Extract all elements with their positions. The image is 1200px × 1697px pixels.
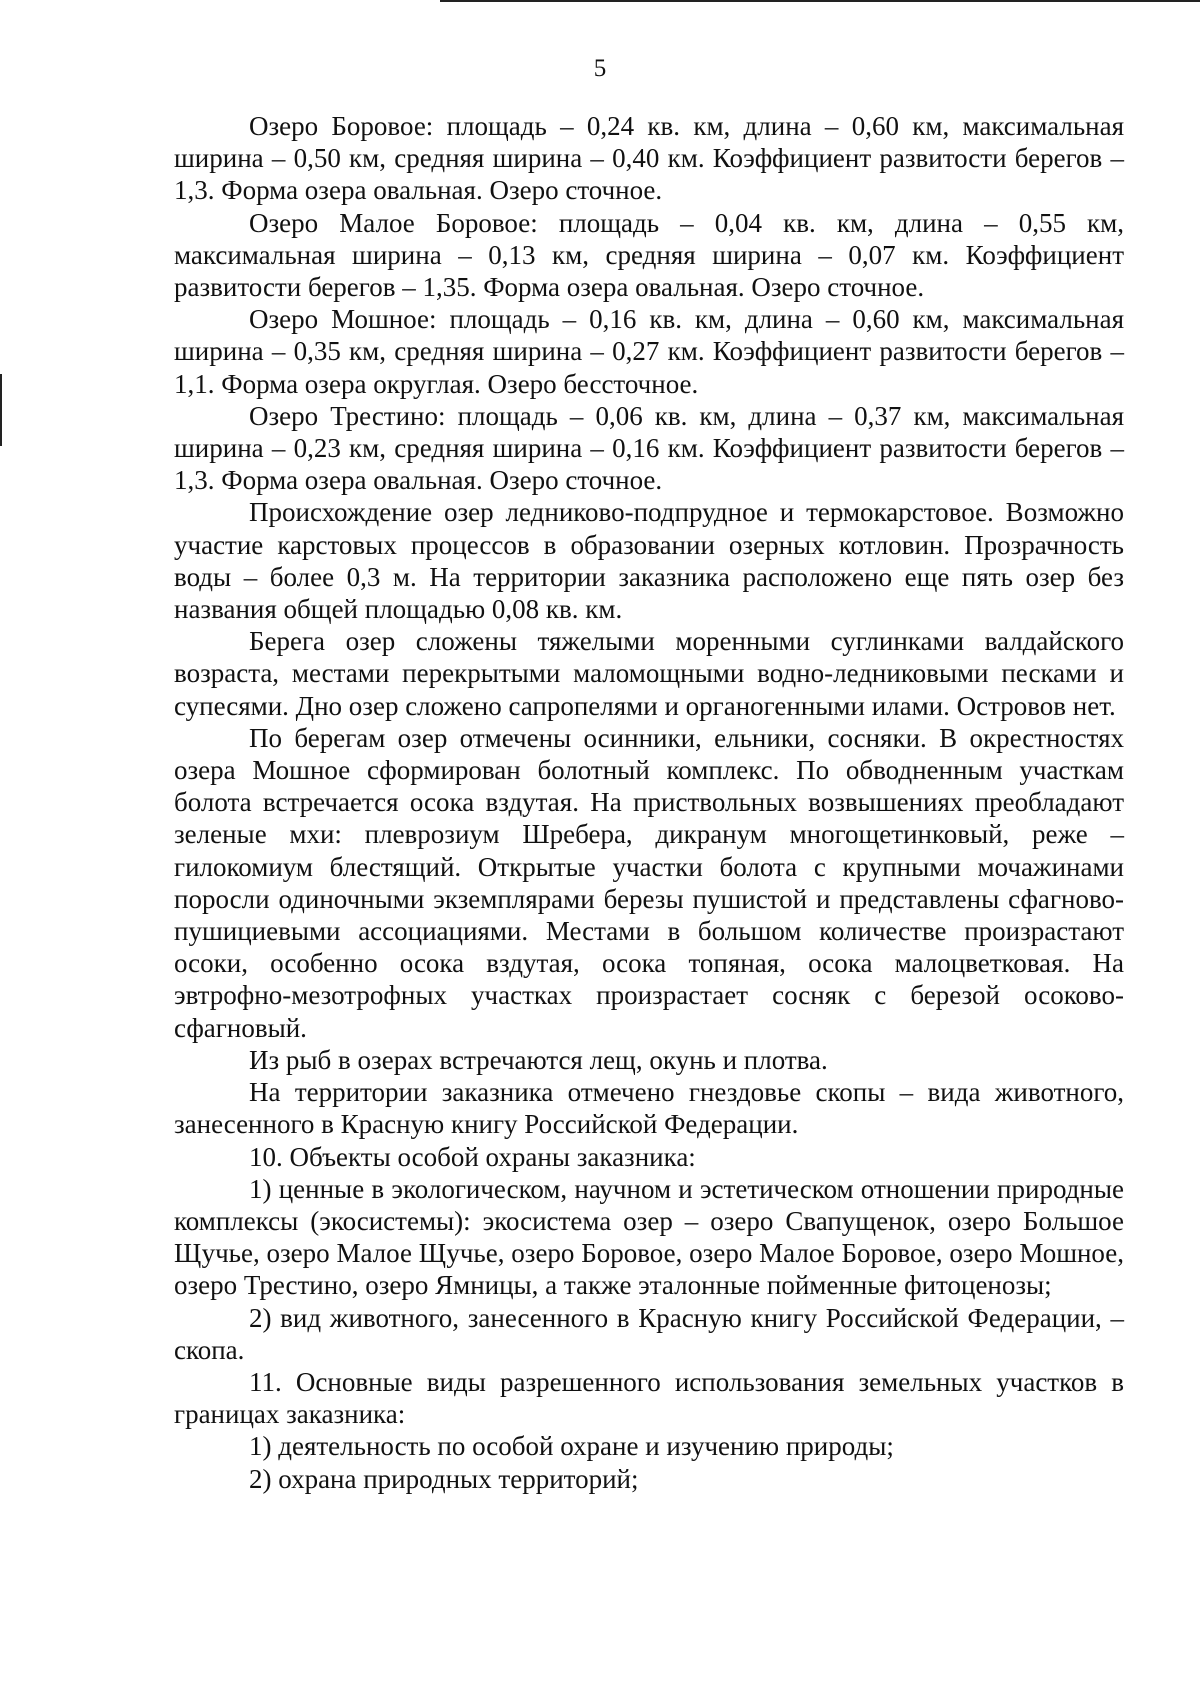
page-number: 5 xyxy=(593,55,607,82)
paragraph-lake-origin: Происхождение озер ледниково-подпрудное и термокарстовое. Возможно участие карстовых процессов в образовании озерных котловин. Прозрачность воды – более 0,3 м. На территории заказника расположено еще пять озер без названия общей площадью 0,08 кв. км. xyxy=(174,497,1124,625)
paragraph-shores: Берега озер сложены тяжелыми моренными суглинками валдайского возраста, местами перекрытыми маломощными водно-ледниковыми песками и супесями. Дно озер сложено сапропелями и органогенными илами. Островов нет. xyxy=(174,626,1124,721)
paragraph-fish: Из рыб в озерах встречаются лещ, окунь и плотва. xyxy=(249,1044,828,1075)
paragraph-lake-borovoe: Озеро Боровое: площадь – 0,24 кв. км, длина – 0,60 км, максимальная ширина – 0,50 км, средняя ширина – 0,40 км. Коэффициент развитости берегов – 1,3. Форма озера овальная. Озеро сточное. xyxy=(174,111,1124,206)
paragraph-vegetation: По берегам озер отмечены осинники, ельники, сосняки. В окрестностях озера Мошное сформирован болотный комплекс. По обводненным участкам болота встречается осока вздутая. На приствольных возвышениях преобладают зеленые мхи: плеврозиум Шребера, дикранум многощетинковый, реже – гилокомиум блестящий. Открытые участки болота с крупными мочажинами поросли одиночными экземплярами березы пушистой и представлены сфагново-пушициевыми ассоциациями. Местами в большом количестве произрастают осоки, особенно осока вздутая, осока топяная, осока малоцветковая. На эвтрофно-мезотрофных участках произрастает сосняк с березой осоково-сфагновый. xyxy=(174,722,1124,1043)
section-10-heading: 10. Объекты особой охраны заказника: xyxy=(249,1141,696,1172)
paragraph-lake-trestino: Озеро Трестино: площадь – 0,06 кв. км, длина – 0,37 км, максимальная ширина – 0,23 км, средняя ширина – 0,16 км. Коэффициент развитости берегов – 1,3. Форма озера овальная. Озеро сточное. xyxy=(174,400,1124,496)
document-body xyxy=(174,110,1124,1495)
section-11-item-1: 1) деятельность по особой охране и изучению природы; xyxy=(249,1431,894,1462)
section-11-heading: 11. Основные виды разрешенного использования земельных участков в границах заказника: xyxy=(174,1366,1124,1430)
section-10-item-1: 1) ценные в экологическом, научном и эстетическом отношении природные комплексы (экосистемы): экосистема озер – озеро Свапущенок, озеро Большое Щучье, озеро Малое Щучье, озеро Боровое, озеро Малое Боровое, озеро Мошное, озеро Трестино, озеро Ямницы, а также эталонные пойменные фитоценозы; xyxy=(174,1173,1124,1301)
paragraph-lake-maloe-borovoe: Озеро Малое Боровое: площадь – 0,04 кв. км, длина – 0,55 км, максимальная ширина – 0,13 км, средняя ширина – 0,07 км. Коэффициент развитости берегов – 1,35. Форма озера овальная. Озеро сточное. xyxy=(174,207,1124,303)
paragraph-lake-moshnoe: Озеро Мошное: площадь – 0,16 кв. км, длина – 0,60 км, максимальная ширина – 0,35 км, средняя ширина – 0,27 км. Коэффициент развитости берегов – 1,1. Форма озера округлая. Озеро бессточное. xyxy=(174,304,1124,399)
section-10-item-2: 2) вид животного, занесенного в Красную книгу Российской Федерации, – скопа. xyxy=(174,1302,1124,1365)
top-border-line xyxy=(440,0,1200,2)
paragraph-osprey: На территории заказника отмечено гнездовье скопы – вида животного, занесенного в Красную книгу Российской Федерации. xyxy=(174,1077,1124,1140)
section-11-item-2: 2) охрана природных территорий; xyxy=(249,1463,639,1494)
left-edge-mark xyxy=(0,374,2,446)
